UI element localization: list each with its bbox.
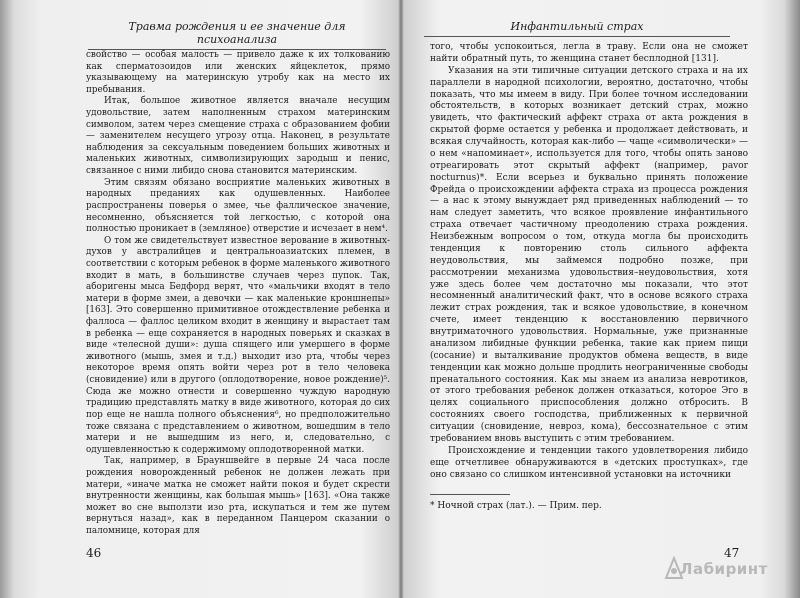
- left-paragraph-2: Итак, большое животное является вначале несущим удовольствие, затем наполненным страхом материнским символом, затем через смещение страха с образованием фобии — заменителем несущего угрозу отца. Наконец, в результате наблюдения за сексуальным поведением больших животных и маленьких животных, символизирующих зародыш и пенис, связанное с ними либидо снова становится материнским.: [86, 96, 390, 177]
- footnote: * Ночной страх (лат.). — Прим. пер.: [430, 501, 602, 511]
- left-running-header: Травма рождения и ее значение для психоанализа: [88, 20, 386, 50]
- left-body-text: [86, 50, 390, 538]
- right-running-header: Инфантильный страх: [424, 20, 730, 37]
- left-page-number: 46: [86, 546, 102, 560]
- left-paragraph-4: О том же свидетельствует известное верование в животных-духов у австралийцев и центральноазиатских племен, в соответствии с которым ребенок в форме маленького животного входит в мать, в большинстве случаев через пупок. Так, аборигены мыса Бедфорд верят, что «мальчики входят в тело матери в форме змеи, а девочки — как маленькие кроншнепы» [163]. Это совершенно примитивное отождествление ребенка и фаллоса — фаллос целиком входит в женщину и вырастает там в ребенка — еще сохраняется в народных поверьях и сказках в виде «телесной души»: душа спящего или умершего в форме животного (мышь, змея и т.д.) выходит изо рта, чтобы через некоторое время опять войти через рот в тело человека (сновидение) или в другого (оплодотворение, новое рождение)⁵. Сюда же можно отнести и совершенно чуждую народную традицию представлять матку в виде животного, которая до сих пор еще не нашла полного объяснения⁶, но предположительно тоже связана с представлением о животном, вошедшим в тело матери и не вышедшим из него, и, следовательно, с одушевленностью к содержимому оплодотворенной матки.: [86, 235, 390, 455]
- watermark-text: Лабиринт: [680, 560, 768, 578]
- right-page-number: 47: [724, 546, 740, 560]
- right-paragraph-3: Происхождение и тенденции такого удовлетворения либидо еще отчетливее обнаруживаются в «детских проступках», где оно связано со слишком интенсивной установки на источники: [430, 445, 748, 480]
- left-paragraph-1: свойство — особая малость — привело даже к их толкованию как сперматозоидов или женских яйцеклеток, прямо указывающему на материнскую утробу как на место их пребывания.: [86, 50, 390, 95]
- right-body-text: [430, 42, 748, 481]
- right-paragraph-2: Указания на эти типичные ситуации детского страха и на их параллели в народной психологии, вероятно, достаточно, чтобы показать, что мы имеем в виду. При более точном исследовании обстоятельств, в которых возникает детский страх, можно увидеть, что фактический аффект страха от акта рождения в скрытой форме остается у ребенка и продолжает действовать, и всякая случайность, которая как-либо — чаще «символически» — о нем «напоминает», используется для того, чтобы опять заново отреагировать этот скрытый аффект (например, pavor nocturnus)*. Если всерьез и буквально принять положение Фрейда о происхождении аффекта страха из процесса рождения — а нас к этому вынуждает ряд приведенных наблюдений — то нам следует заметить, что всякое проявление инфантильного страха отвечает частичному преодолению страха рождения. Неизбежным вопросом о том, откуда могла бы происходить тенденция к повторению столь сильного аффекта неудовольствия, мы займемся подробно позже, при рассмотрении механизма удовольствия–неудовольствия, хотя уже здесь более чем достаточно мы показали, что этот несомненный аналитический факт, что в основе всякого страха лежит страх рождения, так и всякое удовольствие, в конечном счете, имеет тенденцию к восстановлению первичного внутриматочного удовольствия. Нормальные, уже признанные анализом либидные функции ребенка, такие как прием пищи (сосание) и выталкивание продуктов обмена веществ, в виде тенденции как можно дольше продлить неограниченные свободы пренатального состояния. Как мы знаем из анализа невротиков, от этого требования ребенок должен отказаться, которое Эго в целях социального приспособления должно отбросить. В состояниях своего господства, приближенных к первичной ситуации (сновидение, невроз, кома), бессознательное с этим требованием вновь выступить с этим требованием.: [430, 65, 748, 444]
- left-paragraph-3: Этим связям обязано восприятие маленьких животных в народных преданиях как одушевленных. Наиболее распространены поверья о змее, чье фаллическое значение, несомненно, объясняется той легкостью, с которой она полностью проникает в (земляное) отверстие и исчезает в нем⁴.: [86, 177, 390, 235]
- left-page: [18, 0, 396, 598]
- right-page: [404, 0, 790, 598]
- footnote-rule: [430, 494, 510, 495]
- right-paragraph-1: того, чтобы успокоиться, легла в траву. Если она не сможет найти обратный путь, то женщина станет бесплодной [131].: [430, 42, 748, 64]
- left-paragraph-5: Так, например, в Брауншвейге в первые 24 часа после рождения новорожденный ребенок не должен лежать при матери, «иначе матка не сможет найти покоя и будет скрести внутренности женщины, как большая мышь» [163]. «Она также может во сне выползти изо рта, искупаться и тем же путем вернуться назад», как в переданном Панцером сказании о паломнице, которая для: [86, 456, 390, 536]
